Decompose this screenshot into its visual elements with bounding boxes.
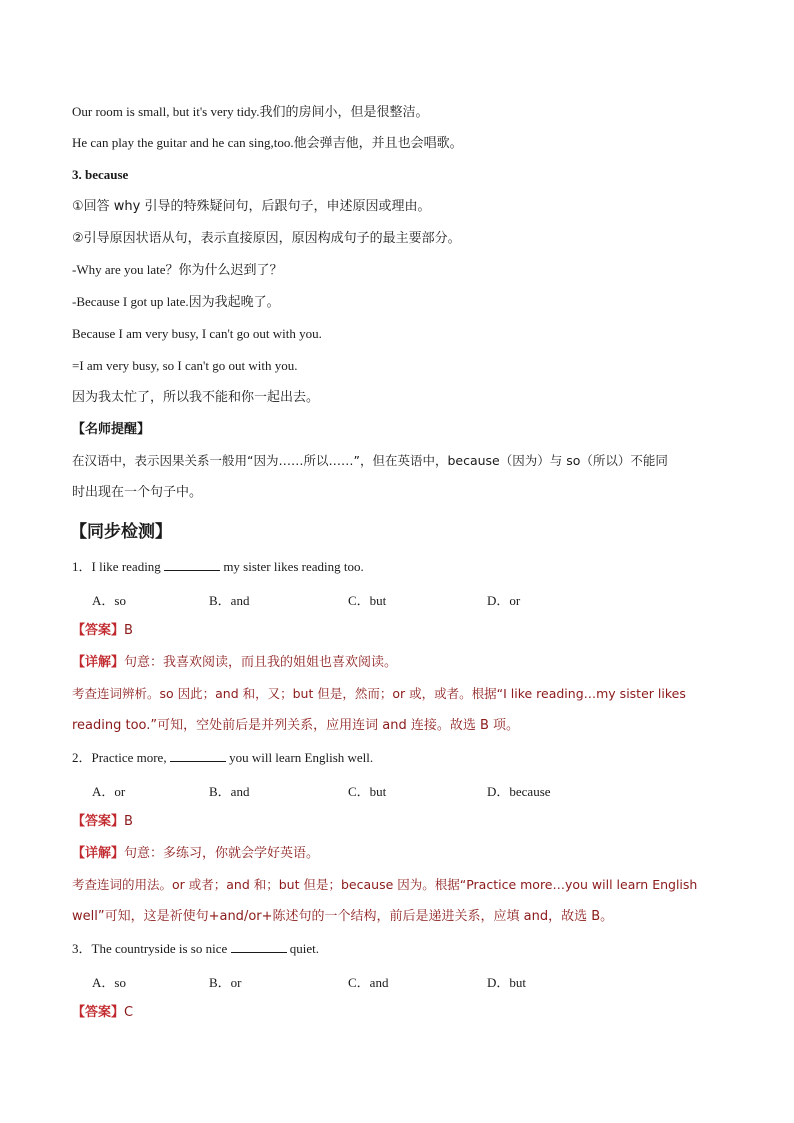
detail-line: 考查连词的用法。or 或者；and 和；but 但是；because 因为。根据“Practice more…you will learn English [72, 877, 698, 892]
answer-blank [231, 940, 287, 953]
option-a: A．so [92, 975, 126, 990]
detail-label: 【详解】 [72, 846, 125, 861]
detail-line [72, 654, 397, 672]
question-stem [72, 558, 364, 576]
practice-title: 【同步检测】 [70, 522, 172, 542]
answer-line [72, 813, 133, 831]
detail-text: 句意：我喜欢阅读，而且我的姐姐也喜欢阅读。 [124, 655, 398, 670]
question-stem [72, 749, 373, 767]
option-b: B．or [209, 975, 242, 990]
tip-title: 【名师提醒】 [72, 422, 151, 437]
option-d: D．or [487, 593, 521, 608]
answer-value: B [124, 814, 133, 829]
tip-line: 时出现在一个句子中。 [72, 485, 203, 500]
option-c: C．and [348, 975, 389, 990]
example-line: Because I am very busy, I can't go out with you. [72, 326, 322, 341]
option-b: B．and [209, 593, 250, 608]
example-line: 因为我太忙了，所以我不能和你一起出去。 [72, 390, 320, 405]
detail-line [72, 845, 319, 863]
answer-label: 【答案】 [72, 1005, 125, 1020]
option-d: D．but [487, 975, 527, 990]
answer-line [72, 622, 133, 640]
option-c: C．but [348, 593, 387, 608]
intro-line: Our room is small, but it's very tidy.我们的房间小，但是很整洁。 [72, 104, 429, 119]
option-d: D．because [487, 784, 551, 799]
detail-line: well”可知，这是祈使句+and/or+陈述句的一个结构，前后是递进关系，应填 and，故选 B。 [72, 909, 614, 924]
option-b: B．and [209, 784, 250, 799]
question-stem-before: 1．I like reading [72, 559, 161, 574]
detail-label: 【详解】 [72, 655, 125, 670]
section-point: ②引导原因状语从句，表示直接原因，原因构成句子的最主要部分。 [72, 231, 461, 246]
intro-line: He can play the guitar and he can sing,too.他会弹吉他，并且也会唱歌。 [72, 135, 463, 150]
option-c: C．but [348, 784, 387, 799]
example-line: -Why are you late？你为什么迟到了？ [72, 262, 283, 277]
option-a: A．so [92, 593, 126, 608]
detail-line: 考查连词辨析。so 因此；and 和，又；but 但是，然而；or 或，或者。根据“I like reading…my sister likes [72, 686, 686, 701]
answer-value: B [124, 623, 133, 638]
example-line: =I am very busy, so I can't go out with you. [72, 358, 298, 373]
answer-line [72, 1004, 133, 1022]
answer-blank [164, 558, 220, 571]
detail-line: reading too.”可知，空处前后是并列关系，应用连词 and 连接。故选 B 项。 [72, 718, 520, 733]
question-stem-before: 2．Practice more, [72, 750, 167, 765]
question-stem-before: 3．The countryside is so nice [72, 941, 228, 956]
section-title: 3. because [72, 167, 129, 182]
section-point: ①回答 why 引导的特殊疑问句，后跟句子，申述原因或理由。 [72, 199, 431, 214]
example-line: -Because I got up late.因为我起晚了。 [72, 294, 280, 309]
answer-value: C [124, 1005, 134, 1020]
tip-line: 在汉语中，表示因果关系一般用“因为……所以……”，但在英语中，because（因为）与 so（所以）不能同 [72, 453, 668, 468]
detail-text: 句意：多练习，你就会学好英语。 [124, 846, 320, 861]
question-stem-after: you will learn English well. [229, 750, 374, 765]
question-stem-after: my sister likes reading too. [223, 559, 364, 574]
question-stem [72, 940, 319, 958]
answer-label: 【答案】 [72, 623, 125, 638]
answer-label: 【答案】 [72, 814, 125, 829]
question-stem-after: quiet. [289, 941, 319, 956]
option-a: A．or [92, 784, 126, 799]
answer-blank [170, 749, 226, 762]
